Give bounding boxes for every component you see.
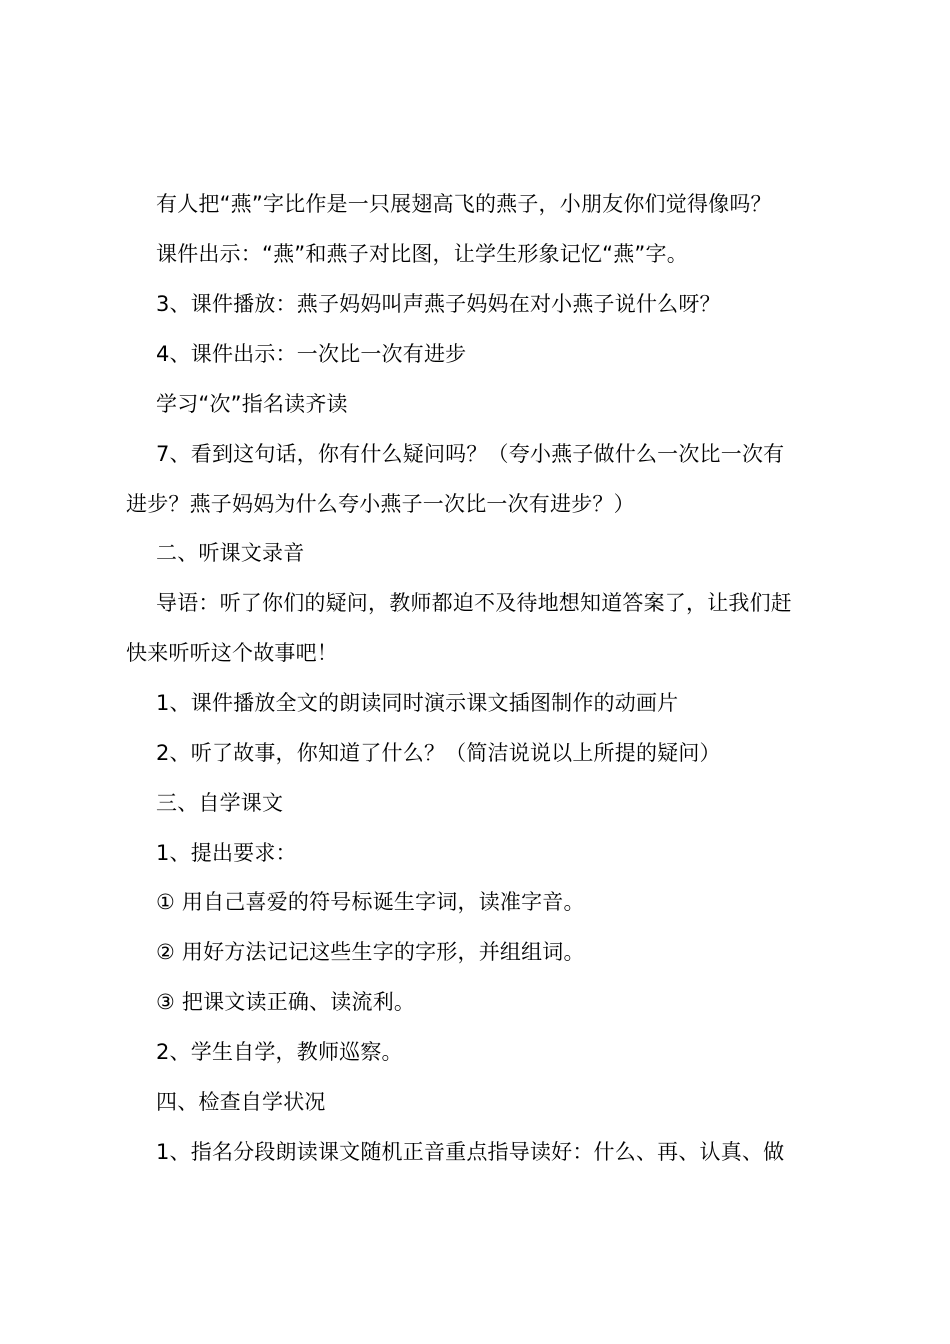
paragraph-line: 课件出示：“燕”和燕子对比图，让学生形象记忆“燕”字。 [156, 242, 688, 266]
section-heading: 二、听课文录音 [156, 541, 305, 565]
paragraph-line: 导语：听了你们的疑问，教师都迫不及待地想知道答案了，让我们赶 [156, 591, 792, 615]
paragraph-line: 1、课件播放全文的朗读同时演示课文插图制作的动画片 [156, 691, 679, 715]
list-item: ② 用好方法记记这些生字的字形，并组组词。 [156, 940, 585, 964]
paragraph-line: 2、学生自学，教师巡察。 [156, 1040, 403, 1064]
paragraph-line: 学习“次”指名读齐读 [156, 392, 348, 416]
paragraph-line: 4、课件出示：一次比一次有进步 [156, 342, 467, 366]
paragraph-line: 进步？燕子妈妈为什么夸小燕子一次比一次有进步？） [126, 492, 635, 516]
paragraph-line: 3、课件播放：燕子妈妈叫声燕子妈妈在对小燕子说什么呀？ [156, 292, 721, 316]
section-heading: 三、自学课文 [156, 791, 284, 815]
section-heading: 四、检查自学状况 [156, 1090, 326, 1114]
list-item: ③ 把课文读正确、读流利。 [156, 990, 416, 1014]
paragraph-line: 有人把“燕”字比作是一只展翅高飞的燕子，小朋友你们觉得像吗？ [156, 192, 772, 216]
paragraph-line: 2、听了故事，你知道了什么？（简洁说说以上所提的疑问） [156, 741, 721, 765]
paragraph-line: 1、提出要求： [156, 841, 297, 865]
list-item: ① 用自己喜爱的符号标诞生字词，读准字音。 [156, 890, 585, 914]
paragraph-line: 快来听听这个故事吧！ [126, 641, 338, 665]
paragraph-line: 1、指名分段朗读课文随机正音重点指导读好：什么、再、认真、做 [156, 1140, 785, 1164]
paragraph-line: 7、看到这句话，你有什么疑问吗？（夸小燕子做什么一次比一次有 [156, 442, 785, 466]
